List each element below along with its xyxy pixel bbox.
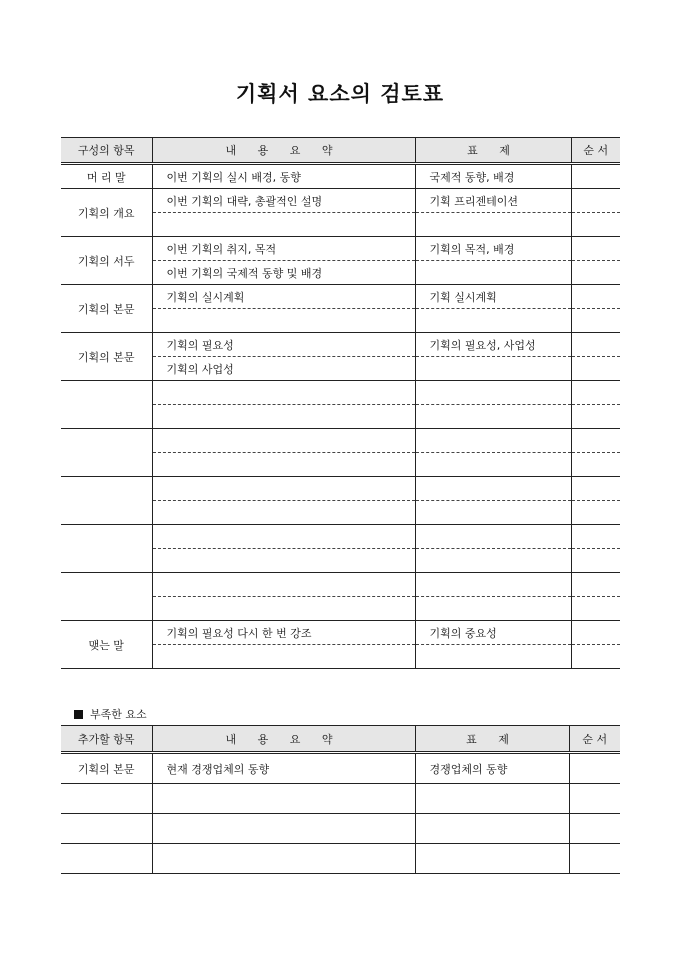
heading-cell — [415, 573, 571, 597]
section-label-text: 부족한 요소 — [90, 708, 147, 721]
category-cell — [61, 814, 152, 844]
table-row — [61, 621, 620, 645]
page-title: 기획서 요소의 검토표 — [235, 81, 445, 106]
header-category: 구성의 항목 — [61, 138, 152, 164]
square-bullet-icon — [74, 710, 83, 719]
order-cell — [571, 309, 620, 333]
extra-table — [61, 725, 620, 874]
summary-cell: 이번 기획의 취지, 목적 — [152, 237, 415, 261]
table-row — [61, 237, 620, 261]
order-cell — [571, 429, 620, 453]
summary-cell — [152, 814, 415, 844]
order-cell — [571, 597, 620, 621]
heading-cell — [415, 784, 569, 814]
table-row — [61, 333, 620, 357]
category-cell: 맺는 말 — [61, 621, 152, 669]
heading-cell: 기획의 목적, 배경 — [415, 237, 571, 261]
heading-cell: 기획의 중요성 — [415, 621, 571, 645]
category-cell: 기획의 본문 — [61, 753, 152, 784]
table-row — [61, 189, 620, 213]
category-cell: 기획의 개요 — [61, 189, 152, 237]
table-row — [61, 525, 620, 549]
order-cell — [571, 237, 620, 261]
summary-cell — [152, 213, 415, 237]
review-table — [61, 137, 620, 669]
category-cell — [61, 573, 152, 621]
heading-cell — [415, 525, 571, 549]
heading-cell — [415, 405, 571, 429]
heading-cell: 경쟁업체의 동향 — [415, 753, 569, 784]
review-table-header — [61, 138, 620, 164]
summary-cell: 기획의 필요성 — [152, 333, 415, 357]
order-cell — [571, 405, 620, 429]
order-cell — [571, 189, 620, 213]
summary-cell — [152, 309, 415, 333]
table-row — [61, 477, 620, 501]
table-row — [61, 784, 620, 814]
order-cell — [571, 261, 620, 285]
summary-cell — [152, 429, 415, 453]
summary-cell — [152, 453, 415, 477]
category-cell — [61, 429, 152, 477]
table-row — [61, 381, 620, 405]
summary-cell: 현재 경쟁업체의 동향 — [152, 753, 415, 784]
header-order: 순 서 — [571, 138, 620, 164]
category-cell — [61, 784, 152, 814]
heading-cell: 기획 프리젠테이션 — [415, 189, 571, 213]
summary-cell: 기획의 사업성 — [152, 357, 415, 381]
order-cell — [571, 357, 620, 381]
summary-cell — [152, 405, 415, 429]
order-cell — [571, 645, 620, 669]
order-cell — [571, 525, 620, 549]
summary-cell — [152, 645, 415, 669]
order-cell — [571, 477, 620, 501]
order-cell — [571, 549, 620, 573]
order-cell — [571, 501, 620, 525]
table-row — [61, 429, 620, 453]
category-cell — [61, 525, 152, 573]
category-cell — [61, 381, 152, 429]
extra-table-header — [61, 726, 620, 753]
heading-cell — [415, 477, 571, 501]
order-cell — [571, 573, 620, 597]
heading-cell — [415, 814, 569, 844]
section-label — [74, 706, 147, 722]
heading-cell — [415, 357, 571, 381]
summary-cell — [152, 784, 415, 814]
summary-cell: 이번 기획의 대략, 총괄적인 설명 — [152, 189, 415, 213]
summary-cell — [152, 477, 415, 501]
heading-cell — [415, 549, 571, 573]
heading-cell — [415, 844, 569, 874]
category-cell: 기획의 서두 — [61, 237, 152, 285]
category-cell — [61, 477, 152, 525]
heading-cell — [415, 645, 571, 669]
order-cell — [569, 844, 620, 874]
header-summary: 내 용 요 약 — [152, 138, 415, 164]
table-row — [61, 164, 620, 189]
table-row — [61, 844, 620, 874]
summary-cell: 이번 기획의 국제적 동향 및 배경 — [152, 261, 415, 285]
order-cell — [569, 753, 620, 784]
heading-cell: 기획 실시계획 — [415, 285, 571, 309]
heading-cell — [415, 429, 571, 453]
summary-cell — [152, 501, 415, 525]
heading-cell: 국제적 동향, 배경 — [415, 164, 571, 189]
order-cell — [571, 453, 620, 477]
summary-cell — [152, 381, 415, 405]
header-order: 순 서 — [569, 726, 620, 753]
category-cell: 기획의 본문 — [61, 285, 152, 333]
order-cell — [571, 333, 620, 357]
summary-cell: 이번 기획의 실시 배경, 동향 — [152, 164, 415, 189]
table-row — [61, 285, 620, 309]
summary-cell — [152, 525, 415, 549]
category-cell: 기획의 본문 — [61, 333, 152, 381]
summary-cell — [152, 549, 415, 573]
heading-cell — [415, 501, 571, 525]
summary-cell — [152, 573, 415, 597]
summary-cell: 기획의 실시계획 — [152, 285, 415, 309]
summary-cell — [152, 844, 415, 874]
header-category: 추가할 항목 — [61, 726, 152, 753]
order-cell — [571, 621, 620, 645]
table-row — [61, 814, 620, 844]
header-summary: 내 용 요 약 — [152, 726, 415, 753]
order-cell — [571, 164, 620, 189]
order-cell — [571, 285, 620, 309]
table-row — [61, 753, 620, 784]
category-cell — [61, 844, 152, 874]
order-cell — [571, 381, 620, 405]
table-row — [61, 573, 620, 597]
header-heading: 표 제 — [415, 138, 571, 164]
category-cell: 머 리 말 — [61, 164, 152, 189]
heading-cell — [415, 309, 571, 333]
summary-cell: 기획의 필요성 다시 한 번 강조 — [152, 621, 415, 645]
heading-cell — [415, 453, 571, 477]
heading-cell — [415, 261, 571, 285]
heading-cell — [415, 381, 571, 405]
order-cell — [569, 784, 620, 814]
heading-cell — [415, 213, 571, 237]
summary-cell — [152, 597, 415, 621]
order-cell — [569, 814, 620, 844]
heading-cell — [415, 597, 571, 621]
header-heading: 표 제 — [415, 726, 569, 753]
heading-cell: 기획의 필요성, 사업성 — [415, 333, 571, 357]
order-cell — [571, 213, 620, 237]
